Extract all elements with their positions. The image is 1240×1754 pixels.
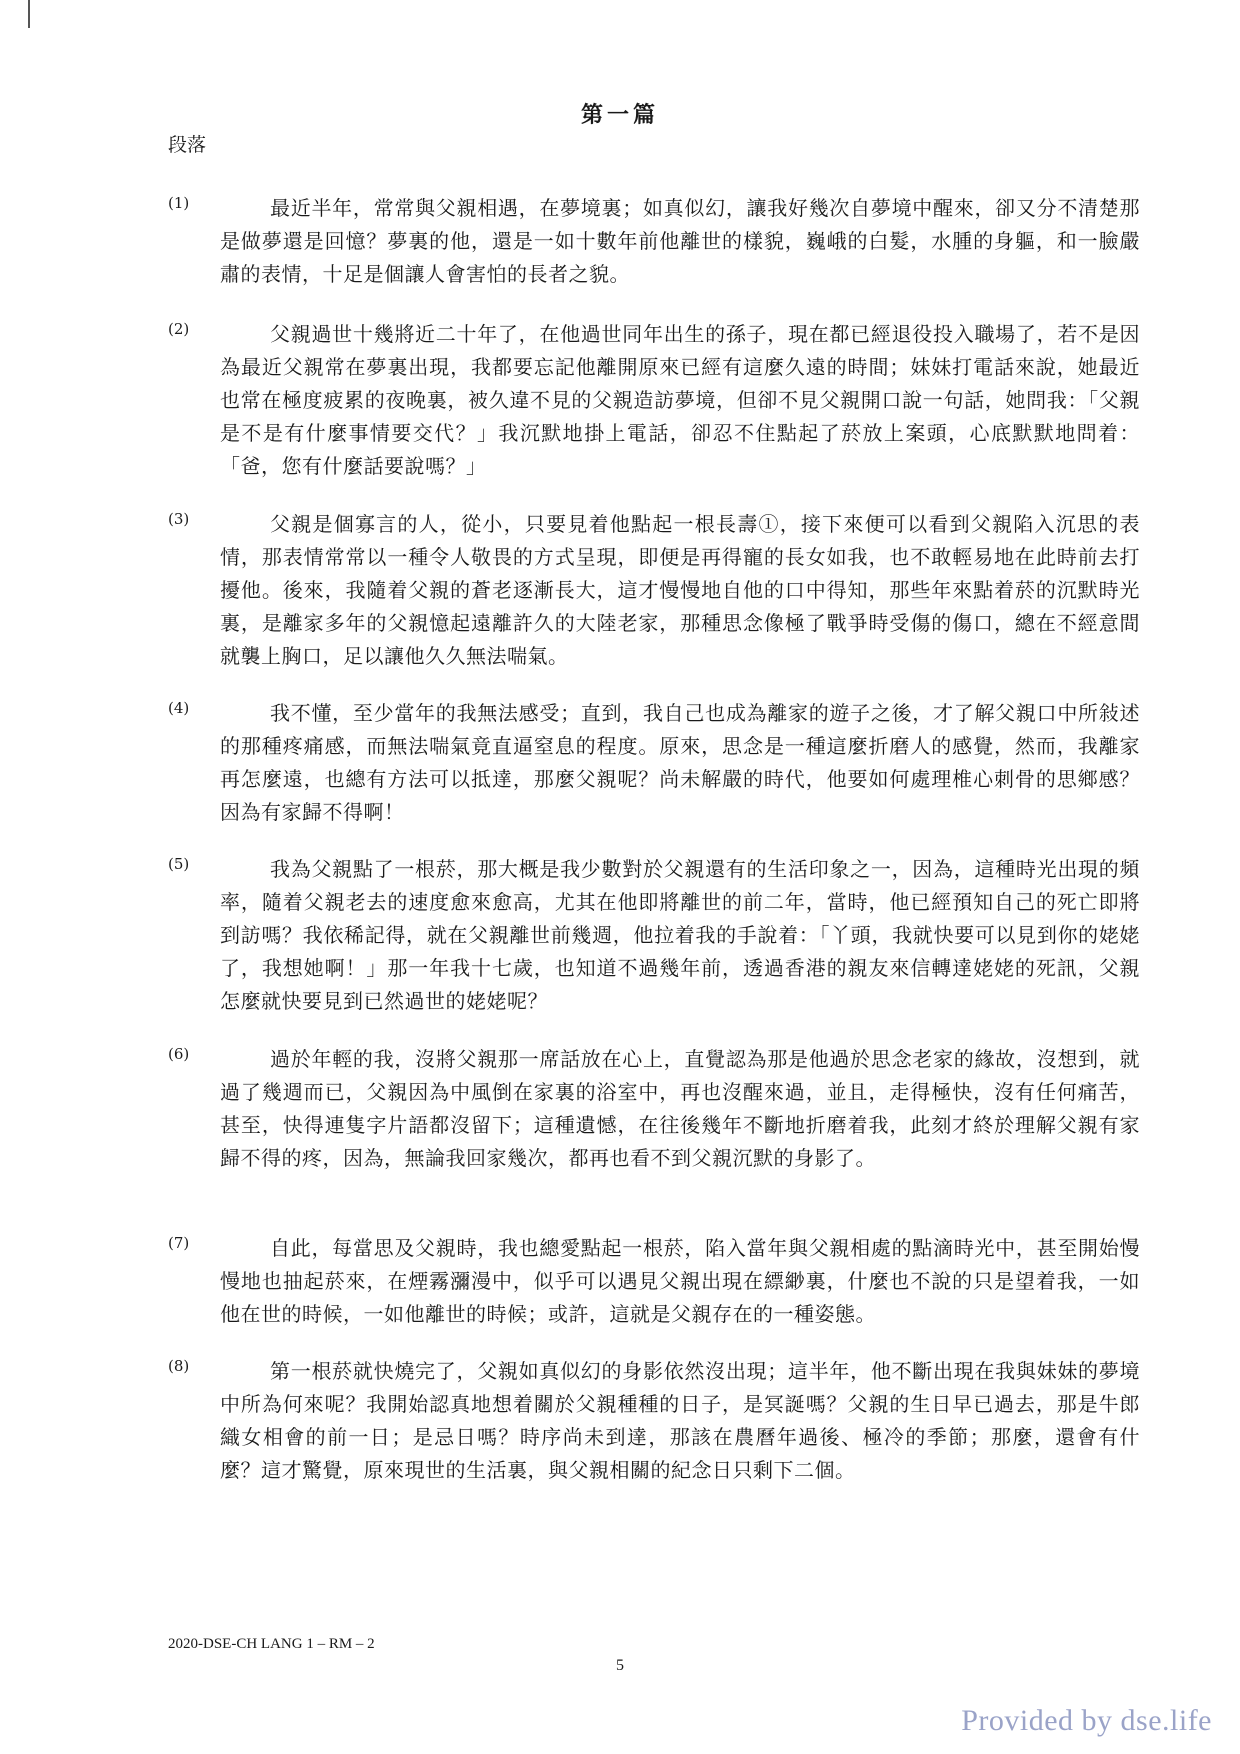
- paragraph-text: 我不懂，至少當年的我無法感受；直到，我自己也成為離家的遊子之後，才了解父親口中所敍述的那種疼痛感，而無法喘氣竟直逼窒息的程度。原來，思念是一種這麼折磨人的感覺，然而，我離家再怎麼遠，也總有方法可以抵達，那麼父親呢？尚未解嚴的時代，他要如何處理椎心刺骨的思鄉感？因為有家歸不得啊！: [220, 701, 1140, 824]
- paragraph-5: [168, 853, 1163, 1018]
- paragraph-3: [168, 508, 1163, 673]
- paragraph-1: [168, 192, 1163, 291]
- paragraph-text: 第一根菸就快燒完了，父親如真似幻的身影依然沒出現；這半年，他不斷出現在我與妹妹的夢境中所為何來呢？我開始認真地想着關於父親種種的日子，是冥誕嗎？父親的生日早已過去，那是牛郎織女相會的前一日；是忌日嗎？時序尚未到達，那該在農曆年過後、極冷的季節；那麼，還會有什麼？這才驚覺，原來現世的生活裏，與父親相關的紀念日只剩下二個。: [220, 1359, 1140, 1482]
- paragraph-text: 最近半年，常常與父親相遇，在夢境裏；如真似幻，讓我好幾次自夢境中醒來，卻又分不清楚那是做夢還是回憶？夢裏的他，還是一如十數年前他離世的樣貌，巍峨的白髮，水腫的身軀，和一臉嚴肅的表情，十足是個讓人會害怕的長者之貌。: [220, 196, 1140, 286]
- paragraph-text: 父親過世十幾將近二十年了，在他過世同年出生的孫子，現在都已經退役投入職場了，若不是因為最近父親常在夢裏出現，我都要忘記他離開原來已經有這麼久遠的時間；妹妹打電話來說，她最近也常在極度疲累的夜晚裏，被久違不見的父親造訪夢境，但卻不見父親開口說一句話，她問我：「父親是不是有什麼事情要交代？」我沉默地掛上電話，卻忍不住點起了菸放上案頭，心底默默地問着：「爸，您有什麼話要說嗎？」: [220, 322, 1140, 478]
- paragraph-8: [168, 1355, 1163, 1487]
- paragraph-number: (6): [168, 1045, 190, 1063]
- scan-edge-mark: [0, 0, 30, 28]
- watermark: Provided by dse.life: [961, 1704, 1212, 1737]
- paragraph-number: (4): [168, 699, 190, 717]
- paragraph-number: (2): [168, 320, 190, 338]
- page-number: 5: [616, 1657, 624, 1674]
- paragraph-number: (3): [168, 510, 190, 528]
- paragraph-6: [168, 1043, 1163, 1175]
- paragraph-text: 父親是個寡言的人，從小，只要見着他點起一根長壽①，接下來便可以看到父親陷入沉思的表情，那表情常常以一種令人敬畏的方式呈現，即便是再得寵的長女如我，也不敢輕易地在此時前去打擾他。後來，我隨着父親的蒼老逐漸長大，這才慢慢地自他的口中得知，那些年來點着菸的沉默時光裏，是離家多年的父親憶起遠離許久的大陸老家，那種思念像極了戰爭時受傷的傷口，總在不經意間就襲上胸口，足以讓他久久無法喘氣。: [220, 512, 1140, 668]
- paragraph-number: (5): [168, 855, 190, 873]
- paragraph-text: 自此，每當思及父親時，我也總愛點起一根菸，陷入當年與父親相處的點滴時光中，甚至開始慢慢地也抽起菸來，在煙霧瀰漫中，似乎可以遇見父親出現在縹緲裏，什麼也不說的只是望着我，一如他在世的時候，一如他離世的時候；或許，這就是父親存在的一種姿態。: [220, 1236, 1140, 1326]
- paragraph-7: [168, 1232, 1163, 1331]
- paragraph-text: 我為父親點了一根菸，那大概是我少數對於父親還有的生活印象之一，因為，這種時光出現的頻率，隨着父親老去的速度愈來愈高，尤其在他即將離世的前二年，當時，他已經預知自己的死亡即將到訪嗎？我依稀記得，就在父親離世前幾週，他拉着我的手說着：「丫頭，我就快要可以見到你的姥姥了，我想她啊！」那一年我十七歲，也知道不過幾年前，透過香港的親友來信轉達姥姥的死訊，父親怎麼就快要見到已然過世的姥姥呢？: [220, 857, 1140, 1013]
- page-title: 第一篇: [580, 102, 659, 128]
- paragraph-4: [168, 697, 1163, 829]
- paragraph-2: [168, 318, 1163, 483]
- exam-paper-code: 2020-DSE-CH LANG 1 – RM – 2: [168, 1636, 375, 1652]
- paragraph-column-label: 段落: [168, 134, 207, 156]
- paragraph-text: 過於年輕的我，沒將父親那一席話放在心上，直覺認為那是他過於思念老家的緣故，沒想到，就過了幾週而已，父親因為中風倒在家裏的浴室中，再也沒醒來過，並且，走得極快，沒有任何痛苦，甚至，快得連隻字片語都沒留下；這種遺憾，在往後幾年不斷地折磨着我，此刻才終於理解父親有家歸不得的疼，因為，無論我回家幾次，都再也看不到父親沉默的身影了。: [220, 1047, 1140, 1170]
- paragraph-number: (1): [168, 194, 190, 212]
- paragraph-number: (7): [168, 1234, 190, 1252]
- paragraph-number: (8): [168, 1357, 190, 1375]
